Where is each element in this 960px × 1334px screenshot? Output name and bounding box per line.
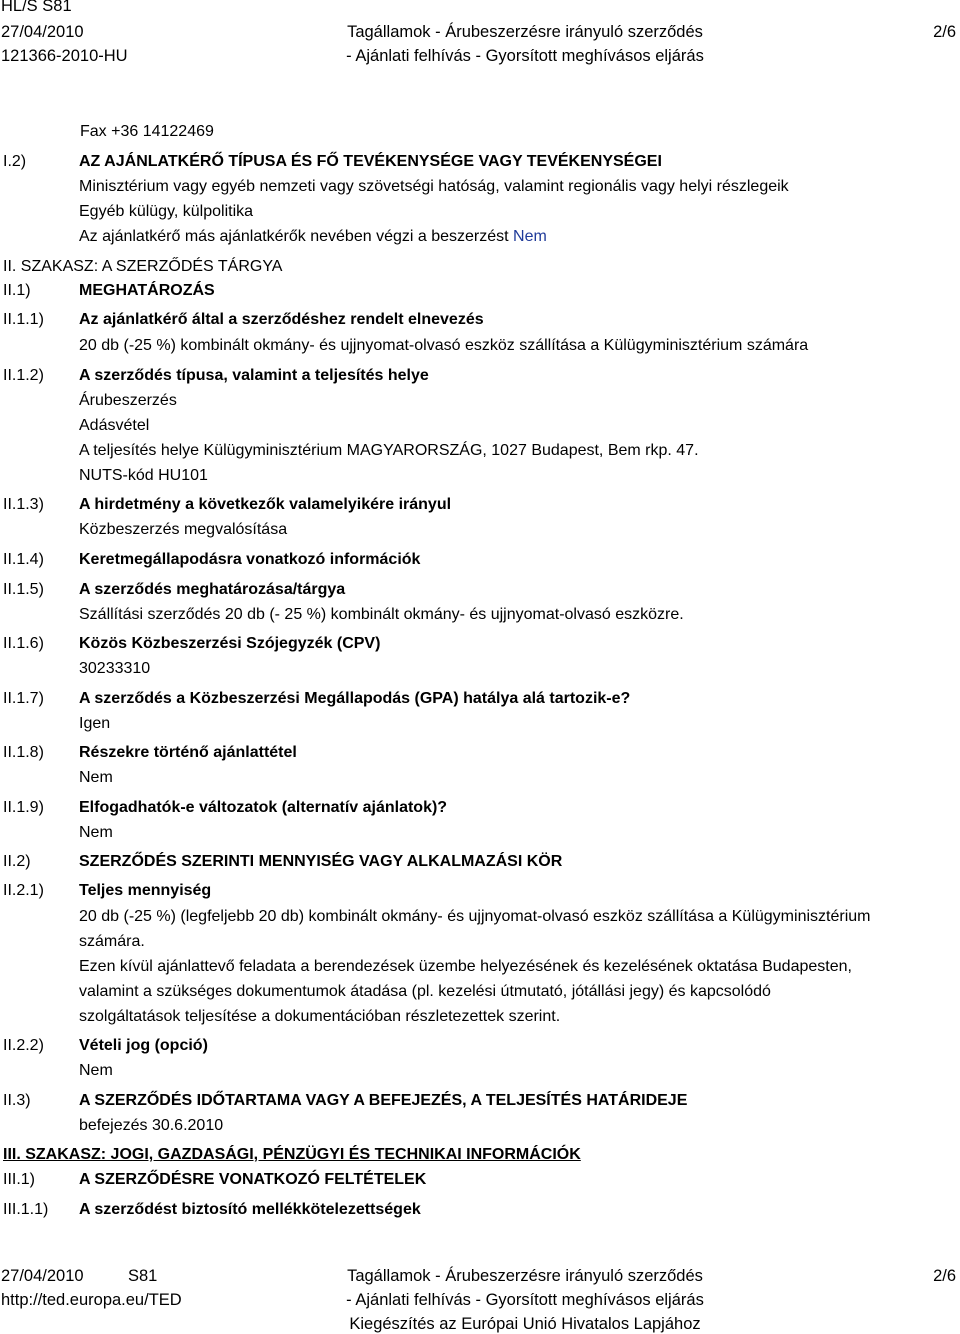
section-number-III1: III.1) xyxy=(3,1171,36,1188)
section-title-II3: A SZERZŐDÉS IDŐTARTAMA VAGY A BEFEJEZÉS, A TELJESÍTÉS HATÁRIDEJE xyxy=(79,1092,688,1109)
total-quantity-line1: 20 db (-25 %) (legfeljebb 20 db) kombinált okmány- és ujjnyomat-olvasó eszköz szállítása a Külügyminisztérium xyxy=(79,908,871,925)
header-procedure: - Ajánlati felhívás - Gyorsított meghívásos eljárás xyxy=(346,47,704,65)
total-quantity-line3: Ezen kívül ajánlattevő feladata a berendezések üzembe helyezésének és kezelésének oktatása Budapesten, xyxy=(79,958,852,975)
section-number-II18: II.1.8) xyxy=(3,744,44,761)
fax-line: Fax +36 14122469 xyxy=(80,123,214,140)
variants-answer: Nem xyxy=(79,824,113,841)
section-number-II12: II.1.2) xyxy=(3,367,44,384)
section-number-II21: II.2.1) xyxy=(3,882,44,899)
section-number-II13: II.1.3) xyxy=(3,496,44,513)
total-quantity-line4: valamint a szükséges dokumentumok átadása (pl. kezelési útmutató, jótállási jegy) és kapcsolódó xyxy=(79,983,771,1000)
contract-subtype: Adásvétel xyxy=(79,417,150,434)
contract-name: 20 db (-25 %) kombinált okmány- és ujjnyomat-olvasó eszköz szállítása a Külügyminisztérium számára xyxy=(79,337,809,354)
section-title-II17: A szerződés a Közbeszerzési Megállapodás (GPA) hatálya alá tartozik-e? xyxy=(79,690,631,707)
section-title-II21: Teljes mennyiség xyxy=(79,882,212,899)
section-number-II15: II.1.5) xyxy=(3,581,44,598)
section-number-III11: III.1.1) xyxy=(3,1201,49,1218)
section-number-II19: II.1.9) xyxy=(3,799,44,816)
footer-issue: S81 xyxy=(128,1267,158,1285)
completion-date: befejezés 30.6.2010 xyxy=(79,1117,224,1134)
purchase-on-behalf-value: Nem xyxy=(513,228,547,245)
header-notice-type: Tagállamok - Árubeszerzésre irányuló szerződés xyxy=(347,23,703,41)
contract-description: Szállítási szerződés 20 db (- 25 %) kombinált okmány- és ujjnyomat-olvasó eszközre. xyxy=(79,606,684,623)
gpa-answer: Igen xyxy=(79,715,111,732)
section-title-II13: A hirdetmény a következők valamelyikére irányul xyxy=(79,496,452,513)
section-number-II16: II.1.6) xyxy=(3,635,44,652)
header-date: 27/04/2010 xyxy=(1,23,84,41)
section-title-III1: A SZERZŐDÉSRE VONATKOZÓ FELTÉTELEK xyxy=(79,1171,427,1188)
section-number-I2: I.2) xyxy=(3,153,27,170)
footer-notice-type: Tagállamok - Árubeszerzésre irányuló szerződés xyxy=(347,1267,703,1285)
total-quantity-line2: számára. xyxy=(79,933,145,950)
section-title-II14: Keretmegállapodásra vonatkozó információk xyxy=(79,551,421,568)
section-III-heading: III. SZAKASZ: JOGI, GAZDASÁGI, PÉNZÜGYI ÉS TECHNIKAI INFORMÁCIÓK xyxy=(3,1146,581,1163)
section-number-II14: II.1.4) xyxy=(3,551,44,568)
cpv-code: 30233310 xyxy=(79,660,151,677)
footer-procedure: - Ajánlati felhívás - Gyorsított meghívásos eljárás xyxy=(346,1291,704,1309)
section-title-II2: SZERZŐDÉS SZERINTI MENNYISÉG VAGY ALKALMAZÁSI KÖR xyxy=(79,853,563,870)
section-title-II16: Közös Közbeszerzési Szójegyzék (CPV) xyxy=(79,635,381,652)
section-number-II11: II.1.1) xyxy=(3,311,44,328)
nuts-code: NUTS-kód HU101 xyxy=(79,467,208,484)
footer-page-number: 2/6 xyxy=(933,1267,956,1285)
header-doc-code: HL/S S81 xyxy=(1,0,72,15)
section-title-II22: Vételi jog (opció) xyxy=(79,1037,208,1054)
footer-supplement: Kiegészítés az Európai Unió Hivatalos Lapjához xyxy=(349,1315,701,1333)
lots-answer: Nem xyxy=(79,769,113,786)
section-number-II2: II.2) xyxy=(3,853,31,870)
contract-type: Árubeszerzés xyxy=(79,392,177,409)
purchase-on-behalf-label: Az ajánlatkérő más ajánlatkérők nevében végzi a beszerzést xyxy=(79,228,509,245)
section-title-II15: A szerződés meghatározása/tárgya xyxy=(79,581,346,598)
footer-ted-link[interactable]: http://ted.europa.eu/TED xyxy=(1,1291,182,1309)
total-quantity-line5: szolgáltatások teljesítése a dokumentációban részletezettek szerint. xyxy=(79,1008,561,1025)
section-title-II11: Az ajánlatkérő által a szerződéshez rendelt elnevezés xyxy=(79,311,484,328)
header-page-number: 2/6 xyxy=(933,23,956,41)
section-II-heading: II. SZAKASZ: A SZERZŐDÉS TÁRGYA xyxy=(3,258,283,275)
section-number-II17: II.1.7) xyxy=(3,690,44,707)
header-notice-number: 121366-2010-HU xyxy=(1,47,128,65)
delivery-place: A teljesítés helye Külügyminisztérium MAGYARORSZÁG, 1027 Budapest, Bem rkp. 47. xyxy=(79,442,699,459)
section-number-II3: II.3) xyxy=(3,1092,31,1109)
section-title-II1: MEGHATÁROZÁS xyxy=(79,282,215,299)
main-activity: Egyéb külügy, külpolitika xyxy=(79,203,254,220)
section-title-I2: AZ AJÁNLATKÉRŐ TÍPUSA ÉS FŐ TEVÉKENYSÉGE VAGY TEVÉKENYSÉGEI xyxy=(79,153,662,170)
footer-date: 27/04/2010 xyxy=(1,1267,84,1285)
options-answer: Nem xyxy=(79,1062,113,1079)
section-title-II12: A szerződés típusa, valamint a teljesítés helye xyxy=(79,367,429,384)
section-title-II18: Részekre történő ajánlattétel xyxy=(79,744,297,761)
purchase-on-behalf xyxy=(79,227,547,247)
section-title-II19: Elfogadhatók-e változatok (alternatív ajánlatok)? xyxy=(79,799,448,816)
section-title-III11: A szerződést biztosító mellékkötelezettségek xyxy=(79,1201,421,1218)
section-number-II22: II.2.2) xyxy=(3,1037,44,1054)
section-number-II1: II.1) xyxy=(3,282,31,299)
notice-involves: Közbeszerzés megvalósítása xyxy=(79,521,288,538)
authority-type: Minisztérium vagy egyéb nemzeti vagy szövetségi hatóság, valamint regionális vagy helyi részlegeik xyxy=(79,178,789,195)
